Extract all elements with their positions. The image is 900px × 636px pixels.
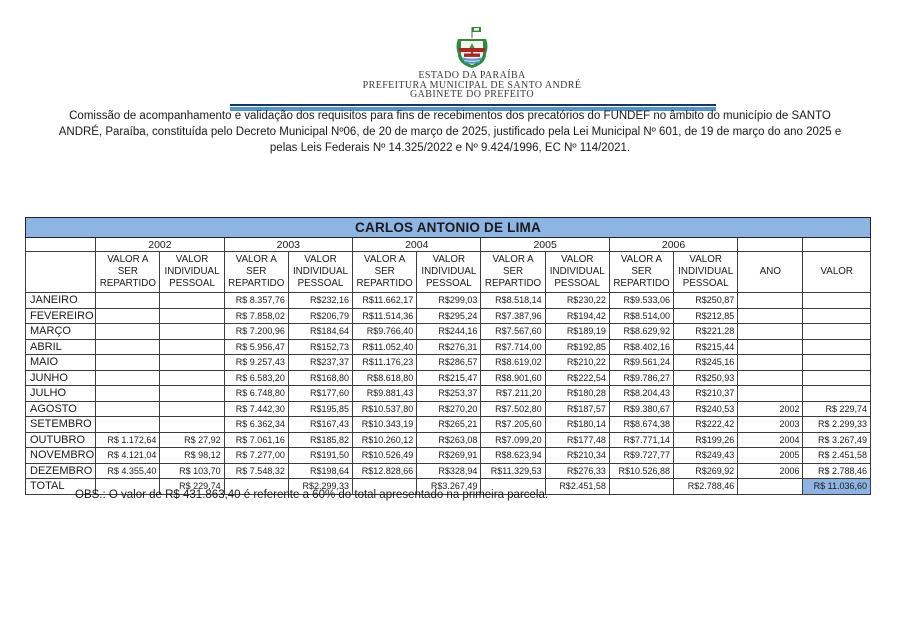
- value-cell: R$ 7.061,16: [224, 432, 288, 448]
- value-cell: R$ 6.583,20: [224, 370, 288, 386]
- col-header-repartido: VALOR A SER REPARTIDO: [609, 252, 673, 293]
- table-row: [26, 463, 871, 479]
- value-cell: [160, 339, 224, 355]
- valor-cell: [803, 339, 871, 355]
- value-cell: R$9.786,27: [609, 370, 673, 386]
- value-cell: R$180,14: [545, 417, 609, 433]
- value-cell: R$270,20: [417, 401, 481, 417]
- ano-cell: [738, 370, 803, 386]
- col-header-individual: VALOR INDIVIDUAL PESSOAL: [674, 252, 738, 293]
- valor-cell: R$ 229,74: [803, 401, 871, 417]
- row-label: DEZEMBRO: [26, 463, 96, 479]
- value-cell: R$8.901,60: [481, 370, 545, 386]
- ano-cell: 2005: [738, 448, 803, 464]
- value-cell: R$ 6.362,34: [224, 417, 288, 433]
- empty-cell: [803, 238, 871, 252]
- col-header-repartido: VALOR A SER REPARTIDO: [96, 252, 160, 293]
- value-cell: R$7.714,00: [481, 339, 545, 355]
- value-cell: R$210,22: [545, 355, 609, 371]
- value-cell: R$168,80: [288, 370, 352, 386]
- value-cell: R$269,91: [417, 448, 481, 464]
- valor-cell: R$ 2.788,46: [803, 463, 871, 479]
- intro-paragraph: Comissão de acompanhamento e validação dos requisitos para fins de recebimentos dos precatórios do FUNDEF no âmbito do município de SANTO ANDRÉ, Paraíba, constituída pelo Decreto Municipal Nº06, de 20 de março de 2025, justificado pela Lei Municipal Nº 601, de 19 de março do ano 2025 e pelas Leis Federais Nº 14.325/2022 e Nº 9.424/1996, EC Nº 114/2021.: [58, 110, 842, 154]
- table-row: [26, 448, 871, 464]
- value-cell: R$8.514,00: [609, 308, 673, 324]
- value-cell: R$185,82: [288, 432, 352, 448]
- value-cell: R$249,43: [674, 448, 738, 464]
- value-cell: R$244,16: [417, 324, 481, 340]
- value-cell: R$8.674,38: [609, 417, 673, 433]
- value-cell: R$ 9.257,43: [224, 355, 288, 371]
- table-row: [26, 293, 871, 309]
- col-header-individual: VALOR INDIVIDUAL PESSOAL: [160, 252, 224, 293]
- org-line-office: GABINETE DO PREFEITO: [410, 89, 534, 100]
- value-cell: R$215,47: [417, 370, 481, 386]
- value-cell: R$191,50: [288, 448, 352, 464]
- value-cell: R$245,16: [674, 355, 738, 371]
- value-cell: R$ 98,12: [160, 448, 224, 464]
- col-header-individual: VALOR INDIVIDUAL PESSOAL: [545, 252, 609, 293]
- org-line-municipality: PREFEITURA MUNICIPAL DE SANTO ANDRÉ: [362, 79, 582, 91]
- obs-note: OBS.: O valor de R$ 431.863,40 é referente a 60% do total apresentado na primeira parcela.: [75, 489, 549, 501]
- empty-cell: [738, 238, 803, 252]
- value-cell: [160, 355, 224, 371]
- value-cell: R$7.771,14: [609, 432, 673, 448]
- value-cell: R$299,03: [417, 293, 481, 309]
- value-cell: [96, 386, 160, 402]
- value-cell: R$187,57: [545, 401, 609, 417]
- precatorios-table: [25, 217, 871, 495]
- value-cell: R$184,64: [288, 324, 352, 340]
- value-cell: R$9.533,06: [609, 293, 673, 309]
- value-cell: R$212,85: [674, 308, 738, 324]
- value-cell: R$9.561,24: [609, 355, 673, 371]
- table-row: [26, 432, 871, 448]
- value-cell: R$10.343,19: [353, 417, 417, 433]
- value-cell: R$206,79: [288, 308, 352, 324]
- valor-cell: R$ 2.451,58: [803, 448, 871, 464]
- ano-cell: 2002: [738, 401, 803, 417]
- ano-cell: [738, 479, 803, 495]
- valor-cell: R$ 2.299,33: [803, 417, 871, 433]
- valor-cell: R$ 3.267,49: [803, 432, 871, 448]
- value-cell: R$8.623,94: [481, 448, 545, 464]
- year-header-2005: 2005: [481, 238, 609, 252]
- value-cell: R$7.502,80: [481, 401, 545, 417]
- subheader-row: [26, 252, 871, 293]
- value-cell: R$286,57: [417, 355, 481, 371]
- value-cell: R$2.788,46: [674, 479, 738, 495]
- value-cell: R$ 7.548,32: [224, 463, 288, 479]
- value-cell: [160, 417, 224, 433]
- value-cell: R$180,28: [545, 386, 609, 402]
- ano-cell: [738, 324, 803, 340]
- value-cell: [160, 293, 224, 309]
- value-cell: R$ 7.277,00: [224, 448, 288, 464]
- value-cell: R$192,85: [545, 339, 609, 355]
- ano-cell: [738, 308, 803, 324]
- ano-cell: [738, 355, 803, 371]
- value-cell: R$189,19: [545, 324, 609, 340]
- valor-cell: [803, 324, 871, 340]
- value-cell: R$263,08: [417, 432, 481, 448]
- value-cell: R$237,37: [288, 355, 352, 371]
- value-cell: R$10.537,80: [353, 401, 417, 417]
- table-row: [26, 401, 871, 417]
- year-header-row: [26, 238, 871, 252]
- value-cell: R$240,53: [674, 401, 738, 417]
- table-row: [26, 355, 871, 371]
- valor-cell: R$ 11.036,60: [803, 479, 871, 495]
- value-cell: R$8.629,92: [609, 324, 673, 340]
- col-header-repartido: VALOR A SER REPARTIDO: [224, 252, 288, 293]
- table-title-row: [26, 218, 871, 238]
- row-label: ABRIL: [26, 339, 96, 355]
- value-cell: R$210,37: [674, 386, 738, 402]
- value-cell: R$269,92: [674, 463, 738, 479]
- table-row: [26, 339, 871, 355]
- col-header-ano: ANO: [738, 252, 803, 293]
- valor-cell: [803, 293, 871, 309]
- value-cell: R$265,21: [417, 417, 481, 433]
- row-label: JULHO: [26, 386, 96, 402]
- value-cell: R$ 27,92: [160, 432, 224, 448]
- value-cell: R$253,37: [417, 386, 481, 402]
- value-cell: R$8.204,43: [609, 386, 673, 402]
- row-label: JUNHO: [26, 370, 96, 386]
- value-cell: R$7.211,20: [481, 386, 545, 402]
- value-cell: R$232,16: [288, 293, 352, 309]
- value-cell: R$195,85: [288, 401, 352, 417]
- value-cell: R$328,94: [417, 463, 481, 479]
- valor-cell: [803, 355, 871, 371]
- value-cell: [96, 339, 160, 355]
- value-cell: R$177,48: [545, 432, 609, 448]
- row-label: JANEIRO: [26, 293, 96, 309]
- value-cell: R$ 7.200,96: [224, 324, 288, 340]
- value-cell: R$276,33: [545, 463, 609, 479]
- value-cell: R$8.518,14: [481, 293, 545, 309]
- value-cell: R$ 8.357,76: [224, 293, 288, 309]
- value-cell: [96, 355, 160, 371]
- value-cell: R$7.099,20: [481, 432, 545, 448]
- value-cell: R$230,22: [545, 293, 609, 309]
- value-cell: R$167,43: [288, 417, 352, 433]
- ano-cell: 2004: [738, 432, 803, 448]
- value-cell: R$7.387,96: [481, 308, 545, 324]
- value-cell: R$199,26: [674, 432, 738, 448]
- ano-cell: [738, 339, 803, 355]
- value-cell: R$11.514,36: [353, 308, 417, 324]
- value-cell: R$198,64: [288, 463, 352, 479]
- col-header-valor: VALOR: [803, 252, 871, 293]
- value-cell: R$ 5.956,47: [224, 339, 288, 355]
- value-cell: R$9.881,43: [353, 386, 417, 402]
- col-header-repartido: VALOR A SER REPARTIDO: [481, 252, 545, 293]
- value-cell: R$8.619,02: [481, 355, 545, 371]
- ano-cell: 2006: [738, 463, 803, 479]
- letterhead: [0, 26, 900, 111]
- table-row: [26, 417, 871, 433]
- row-label: NOVEMBRO: [26, 448, 96, 464]
- table-title: CARLOS ANTONIO DE LIMA: [26, 218, 871, 238]
- value-cell: R$10.526,88: [609, 463, 673, 479]
- value-cell: R$11.052,40: [353, 339, 417, 355]
- value-cell: R$ 7.858,02: [224, 308, 288, 324]
- value-cell: R$8.618,80: [353, 370, 417, 386]
- value-cell: R$ 103,70: [160, 463, 224, 479]
- value-cell: R$ 4.355,40: [96, 463, 160, 479]
- value-cell: [160, 308, 224, 324]
- coat-of-arms-icon: [452, 26, 492, 70]
- row-label: MARÇO: [26, 324, 96, 340]
- valor-cell: [803, 370, 871, 386]
- col-header-individual: VALOR INDIVIDUAL PESSOAL: [288, 252, 352, 293]
- value-cell: R$11.176,23: [353, 355, 417, 371]
- value-cell: [160, 370, 224, 386]
- value-cell: [96, 401, 160, 417]
- table-row: [26, 386, 871, 402]
- value-cell: R$10.526,49: [353, 448, 417, 464]
- value-cell: R$10.260,12: [353, 432, 417, 448]
- value-cell: R$ 229,74: [160, 479, 224, 495]
- value-cell: [609, 479, 673, 495]
- valor-cell: [803, 386, 871, 402]
- row-label: TOTAL: [26, 479, 96, 495]
- value-cell: R$9.380,67: [609, 401, 673, 417]
- value-cell: R$2.451,58: [545, 479, 609, 495]
- value-cell: R$3.267,49: [417, 479, 481, 495]
- year-header-2002: 2002: [96, 238, 224, 252]
- ano-cell: 2003: [738, 417, 803, 433]
- value-cell: [96, 370, 160, 386]
- value-cell: R$11.662,17: [353, 293, 417, 309]
- value-cell: R$222,42: [674, 417, 738, 433]
- empty-cell: [26, 252, 96, 293]
- value-cell: [160, 324, 224, 340]
- value-cell: [96, 308, 160, 324]
- value-cell: R$177,60: [288, 386, 352, 402]
- value-cell: R$2.299,33: [288, 479, 352, 495]
- row-label: MAIO: [26, 355, 96, 371]
- value-cell: R$ 6.748,80: [224, 386, 288, 402]
- value-cell: R$8.402,16: [609, 339, 673, 355]
- year-header-2003: 2003: [224, 238, 352, 252]
- value-cell: [96, 324, 160, 340]
- value-cell: R$ 1.172,64: [96, 432, 160, 448]
- value-cell: R$ 4.121,04: [96, 448, 160, 464]
- value-cell: R$ 7.442,30: [224, 401, 288, 417]
- value-cell: R$222,54: [545, 370, 609, 386]
- value-cell: R$7.205,60: [481, 417, 545, 433]
- table-row: [26, 370, 871, 386]
- year-header-2006: 2006: [609, 238, 737, 252]
- value-cell: R$250,93: [674, 370, 738, 386]
- value-cell: R$295,24: [417, 308, 481, 324]
- value-cell: R$276,31: [417, 339, 481, 355]
- value-cell: [160, 401, 224, 417]
- valor-cell: [803, 308, 871, 324]
- row-label: AGOSTO: [26, 401, 96, 417]
- empty-cell: [26, 238, 96, 252]
- value-cell: [96, 293, 160, 309]
- ano-cell: [738, 386, 803, 402]
- row-label: FEVEREIRO: [26, 308, 96, 324]
- value-cell: R$7.567,60: [481, 324, 545, 340]
- value-cell: R$194,42: [545, 308, 609, 324]
- value-cell: R$250,87: [674, 293, 738, 309]
- org-name-lines: [22, 71, 900, 100]
- col-header-individual: VALOR INDIVIDUAL PESSOAL: [417, 252, 481, 293]
- value-cell: R$221,28: [674, 324, 738, 340]
- row-label: OUTUBRO: [26, 432, 96, 448]
- table-row: [26, 308, 871, 324]
- value-cell: [160, 386, 224, 402]
- ano-cell: [738, 293, 803, 309]
- org-line-state: ESTADO DA PARAÍBA: [418, 70, 526, 81]
- table-row: [26, 324, 871, 340]
- value-cell: R$11.329,53: [481, 463, 545, 479]
- col-header-repartido: VALOR A SER REPARTIDO: [353, 252, 417, 293]
- value-cell: R$9.727,77: [609, 448, 673, 464]
- year-header-2004: 2004: [353, 238, 481, 252]
- value-cell: R$215,44: [674, 339, 738, 355]
- row-label: SETEMBRO: [26, 417, 96, 433]
- value-cell: R$152,73: [288, 339, 352, 355]
- table-body: [26, 293, 871, 495]
- value-cell: [96, 417, 160, 433]
- value-cell: R$210,34: [545, 448, 609, 464]
- value-cell: R$12.828,66: [353, 463, 417, 479]
- value-cell: R$9.766,40: [353, 324, 417, 340]
